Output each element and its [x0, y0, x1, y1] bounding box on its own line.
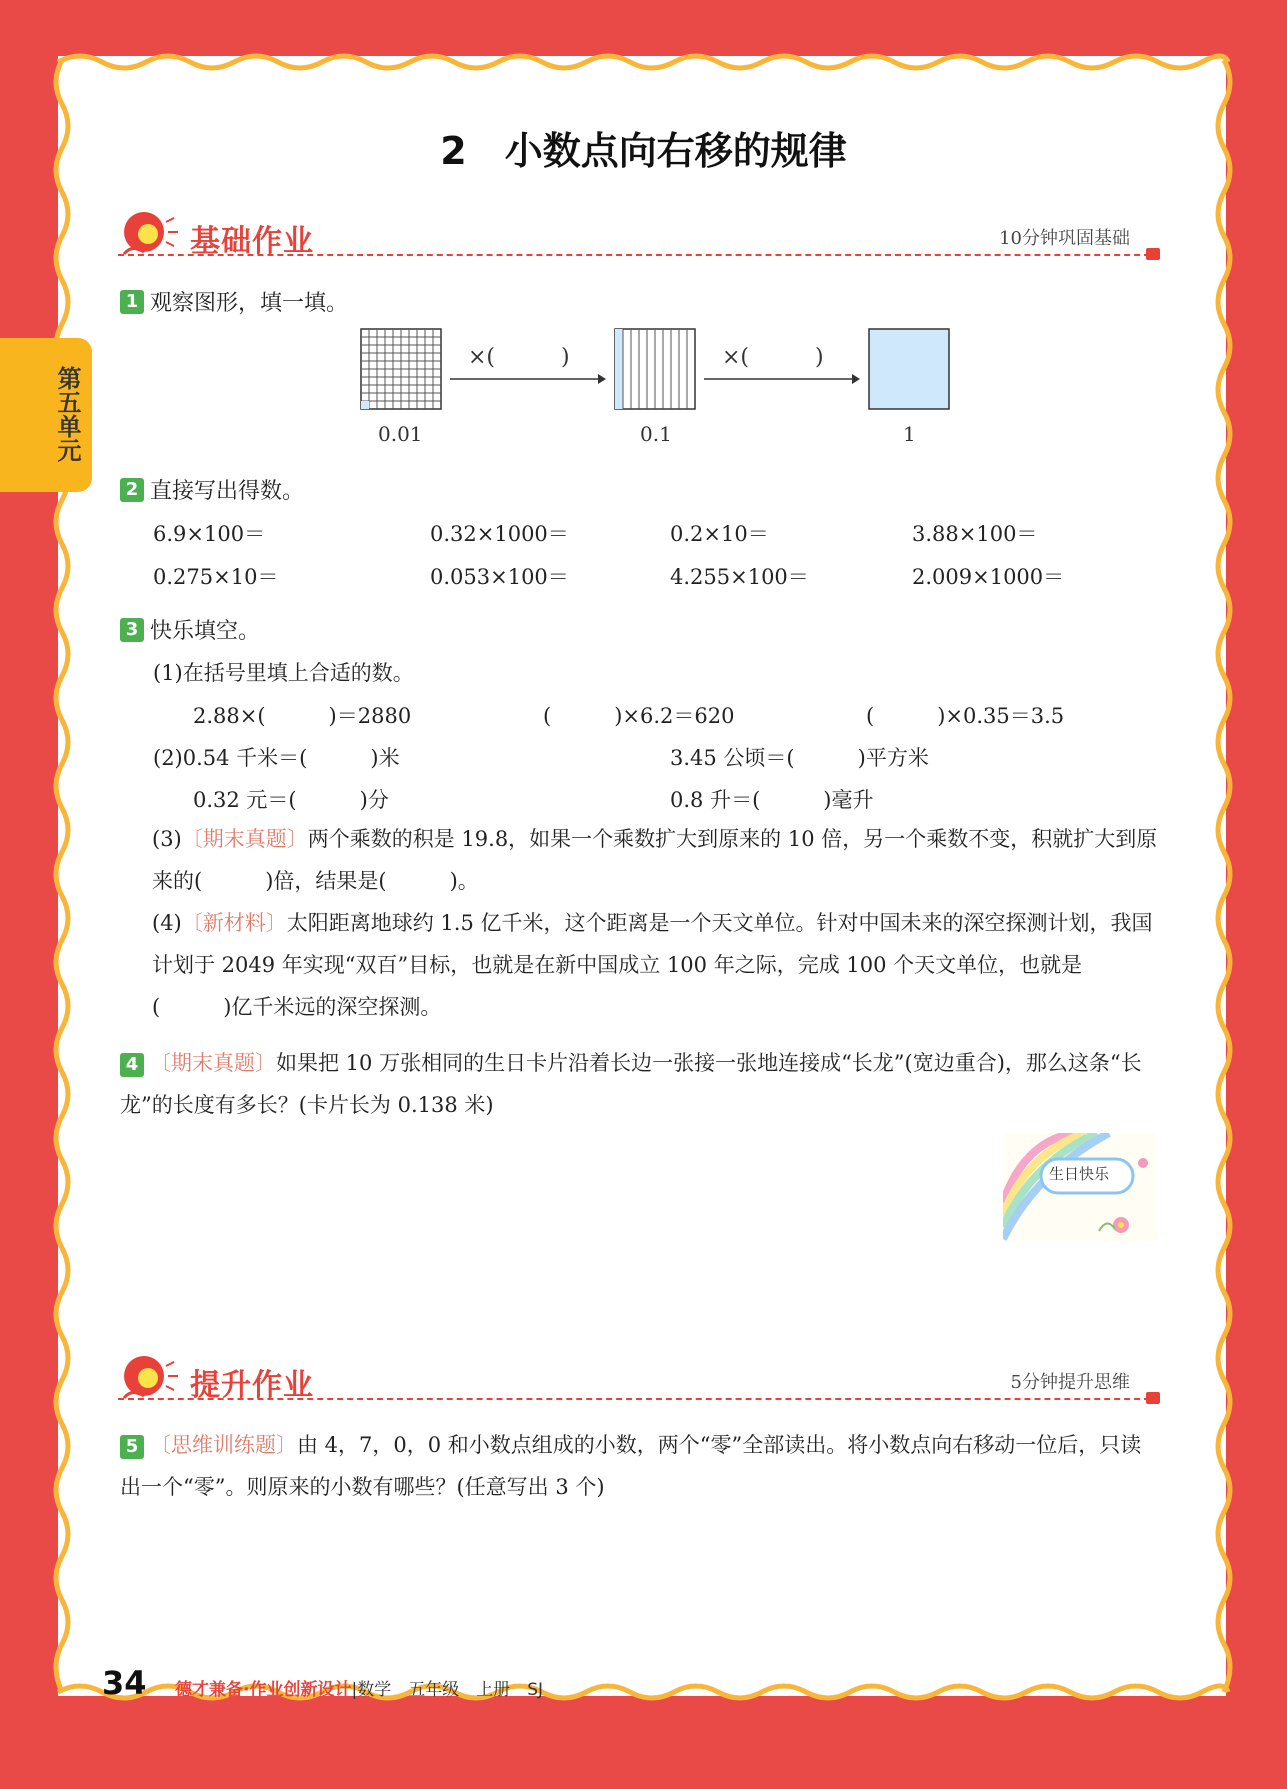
calc-item: 0.275×10＝ [153, 565, 279, 589]
subquestion-prefix: (4) [152, 911, 182, 935]
footer-brand: 德才兼备·作业创新设计 [175, 1680, 352, 1700]
section-basic-note: 10分钟巩固基础 [999, 228, 1130, 249]
source-tag: 〔期末真题〕 [181, 827, 308, 851]
fill-item: 2.88×( )＝2880 [193, 704, 412, 728]
source-tag: 〔新材料〕 [181, 911, 287, 935]
subquestion-text: 两个乘数的积是 19.8，如果一个乘数扩大到原来的 10 倍，另一个乘数不变，积就扩大到原来的( )倍，结果是( )。 [152, 827, 1158, 893]
fill-item: ( )×0.35＝3.5 [866, 704, 1065, 728]
question-number: 3 [120, 618, 144, 642]
calc-item: 3.88×100＝ [912, 522, 1038, 546]
calc-item: 0.053×100＝ [430, 565, 569, 589]
hundredths-grid-figure [360, 328, 442, 410]
section-basic-header [118, 208, 1160, 268]
fill-item: (2)0.54 千米＝( )米 [153, 746, 400, 770]
label-0-1: 0.1 [640, 422, 672, 446]
calc-item: 0.2×10＝ [670, 522, 769, 546]
question-3 [120, 614, 260, 645]
birthday-card-text: 生日快乐 [1049, 1165, 1110, 1183]
question-text: 观察图形，填一填。 [150, 291, 349, 316]
multiplier-blank-2: ×( ) [722, 345, 824, 370]
footer-info [175, 1675, 543, 1700]
question-1 [120, 286, 348, 317]
fill-item: 0.8 升＝( )毫升 [670, 788, 874, 812]
question-text: 直接写出得数。 [150, 479, 305, 504]
question-number: 5 [120, 1435, 144, 1459]
section-advanced-header [118, 1352, 1160, 1412]
question-4 [120, 1042, 1160, 1126]
section-rule-end [1146, 1392, 1160, 1404]
subquestion-text: 太阳距离地球约 1.5 亿千米，这个距离是一个天文单位。针对中国未来的深空探测计划，我国计划于 2049 年实现“双百”目标，也就是在新中国成立 100 年之际，完成 100 个天文单位，也就是( )亿千米远的深空探测。 [152, 911, 1153, 1019]
section-advanced-note: 5分钟提升思维 [1010, 1372, 1130, 1393]
question-number: 4 [120, 1053, 144, 1077]
source-tag: 〔思维训练题〕 [150, 1433, 297, 1457]
page-title: 2 小数点向右移的规律 [440, 129, 847, 173]
section-rule-end [1146, 248, 1160, 260]
footer-details: |数学 五年级 上册 SJ [351, 1680, 544, 1700]
label-0-01: 0.01 [378, 422, 423, 446]
subquestion-1-title: (1)在括号里填上合适的数。 [153, 661, 414, 685]
question-text: 快乐填空。 [150, 619, 261, 644]
subquestion-3 [152, 818, 1158, 902]
fill-item: 3.45 公顷＝( )平方米 [670, 746, 929, 770]
source-tag: 〔期末真题〕 [150, 1051, 276, 1075]
section-advanced-title: 提升作业 [190, 1368, 314, 1403]
arrow-1 [448, 372, 608, 386]
question-text: 如果把 10 万张相同的生日卡片沿着长边一张接一张地连接成“长龙”(宽边重合)，那么这条“长龙”的长度有多长？(卡片长为 0.138 米) [120, 1051, 1142, 1117]
page-number: 34 [102, 1664, 147, 1702]
question-text: 由 4，7，0，0 和小数点组成的小数，两个“零”全部读出。将小数点向右移动一位后，只读出一个“零”。则原来的小数有哪些？(任意写出 3 个) [120, 1433, 1142, 1499]
calc-item: 4.255×100＝ [670, 565, 809, 589]
subquestion-prefix: (3) [152, 827, 182, 851]
section-basic-title: 基础作业 [190, 224, 314, 259]
multiplier-blank-1: ×( ) [468, 345, 570, 370]
unit-tab [0, 338, 92, 492]
birthday-card-image [1003, 1133, 1157, 1241]
label-1: 1 [903, 422, 916, 446]
unit-square-figure [868, 328, 950, 410]
question-2 [120, 474, 304, 505]
unit-tab-label: 第五单元 [53, 366, 81, 462]
question-number: 1 [120, 290, 144, 314]
section-rule [118, 1398, 1160, 1400]
arrow-2 [702, 372, 862, 386]
section-rule [118, 254, 1160, 256]
calc-item: 6.9×100＝ [153, 522, 266, 546]
question-5 [120, 1424, 1160, 1508]
subquestion-4 [152, 902, 1158, 1028]
fill-item: 0.32 元＝( )分 [193, 788, 389, 812]
tenths-strip-figure [614, 328, 696, 410]
calc-item: 2.009×1000＝ [912, 565, 1065, 589]
calc-item: 0.32×1000＝ [430, 522, 569, 546]
fill-item: ( )×6.2＝620 [543, 704, 735, 728]
question-number: 2 [120, 478, 144, 502]
